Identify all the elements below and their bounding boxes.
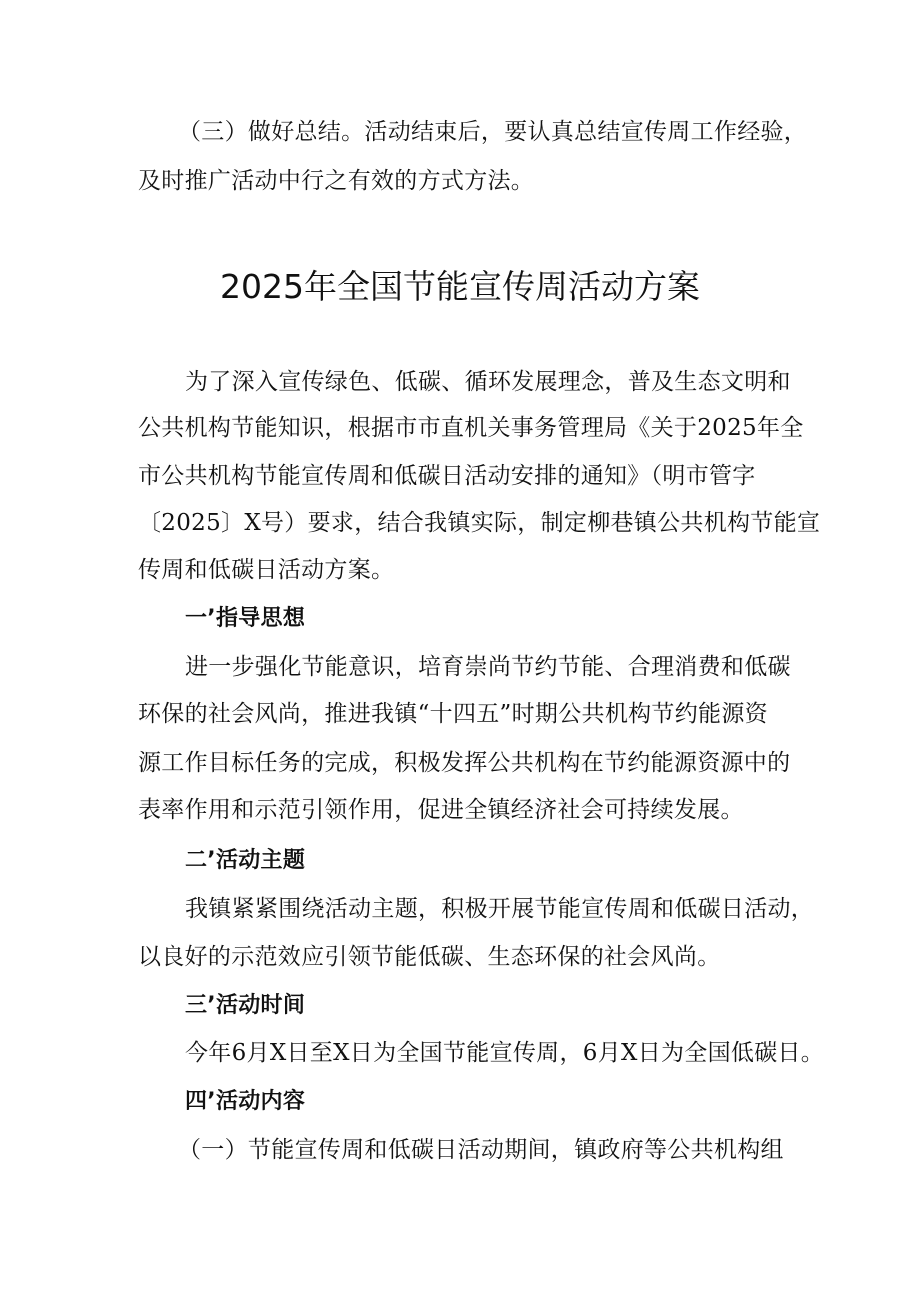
section-heading-activity-theme: 二’活动主题 — [185, 848, 306, 873]
section4-line-1: （一）节能宣传周和低碳日活动期间，镇政府等公共机构组 — [178, 1137, 784, 1163]
section3-line-1: 今年6月X日至X日为全国节能宣传周，6月X日为全国低碳日。 — [185, 1040, 825, 1066]
section1-line-2: 环保的社会风尚，推进我镇“十四五”时期公共机构节约能源资 — [138, 701, 768, 727]
paragraph-summary-line-1: （三）做好总结。活动结束后，要认真总结宣传周工作经验， — [178, 119, 808, 145]
section1-line-1: 进一步强化节能意识，培育崇尚节约节能、合理消费和低碳 — [185, 654, 791, 680]
section2-line-2: 以良好的示范效应引领节能低碳、生态环保的社会风尚。 — [138, 944, 721, 970]
intro-line-1: 为了深入宣传绿色、低碳、循环发展理念，普及生态文明和 — [185, 369, 791, 395]
section1-line-3: 源工作目标任务的完成，积极发挥公共机构在节约能源资源中的 — [138, 750, 791, 776]
section-heading-activity-time: 三’活动时间 — [185, 993, 306, 1018]
intro-line-4: 〔2025〕X号）要求，结合我镇实际，制定柳巷镇公共机构节能宣 — [138, 510, 821, 536]
section-heading-guiding-ideology: 一’指导思想 — [185, 606, 306, 631]
paragraph-summary-line-2: 及时推广活动中行之有效的方式方法。 — [138, 168, 535, 194]
intro-line-3: 市公共机构节能宣传周和低碳日活动安排的通知》（明市管字 — [138, 463, 756, 489]
section1-line-4: 表率作用和示范引领作用，促进全镇经济社会可持续发展。 — [138, 797, 744, 823]
intro-line-2: 公共机构节能知识，根据市市直机关事务管理局《关于2025年全 — [138, 415, 804, 441]
document-title: 2025年全国节能宣传周活动方案 — [220, 267, 700, 306]
section-heading-activity-content: 四’活动内容 — [185, 1089, 306, 1114]
intro-line-5: 传周和低碳日活动方案。 — [138, 557, 395, 583]
section2-line-1: 我镇紧紧围绕活动主题，积极开展节能宣传周和低碳日活动， — [185, 896, 815, 922]
